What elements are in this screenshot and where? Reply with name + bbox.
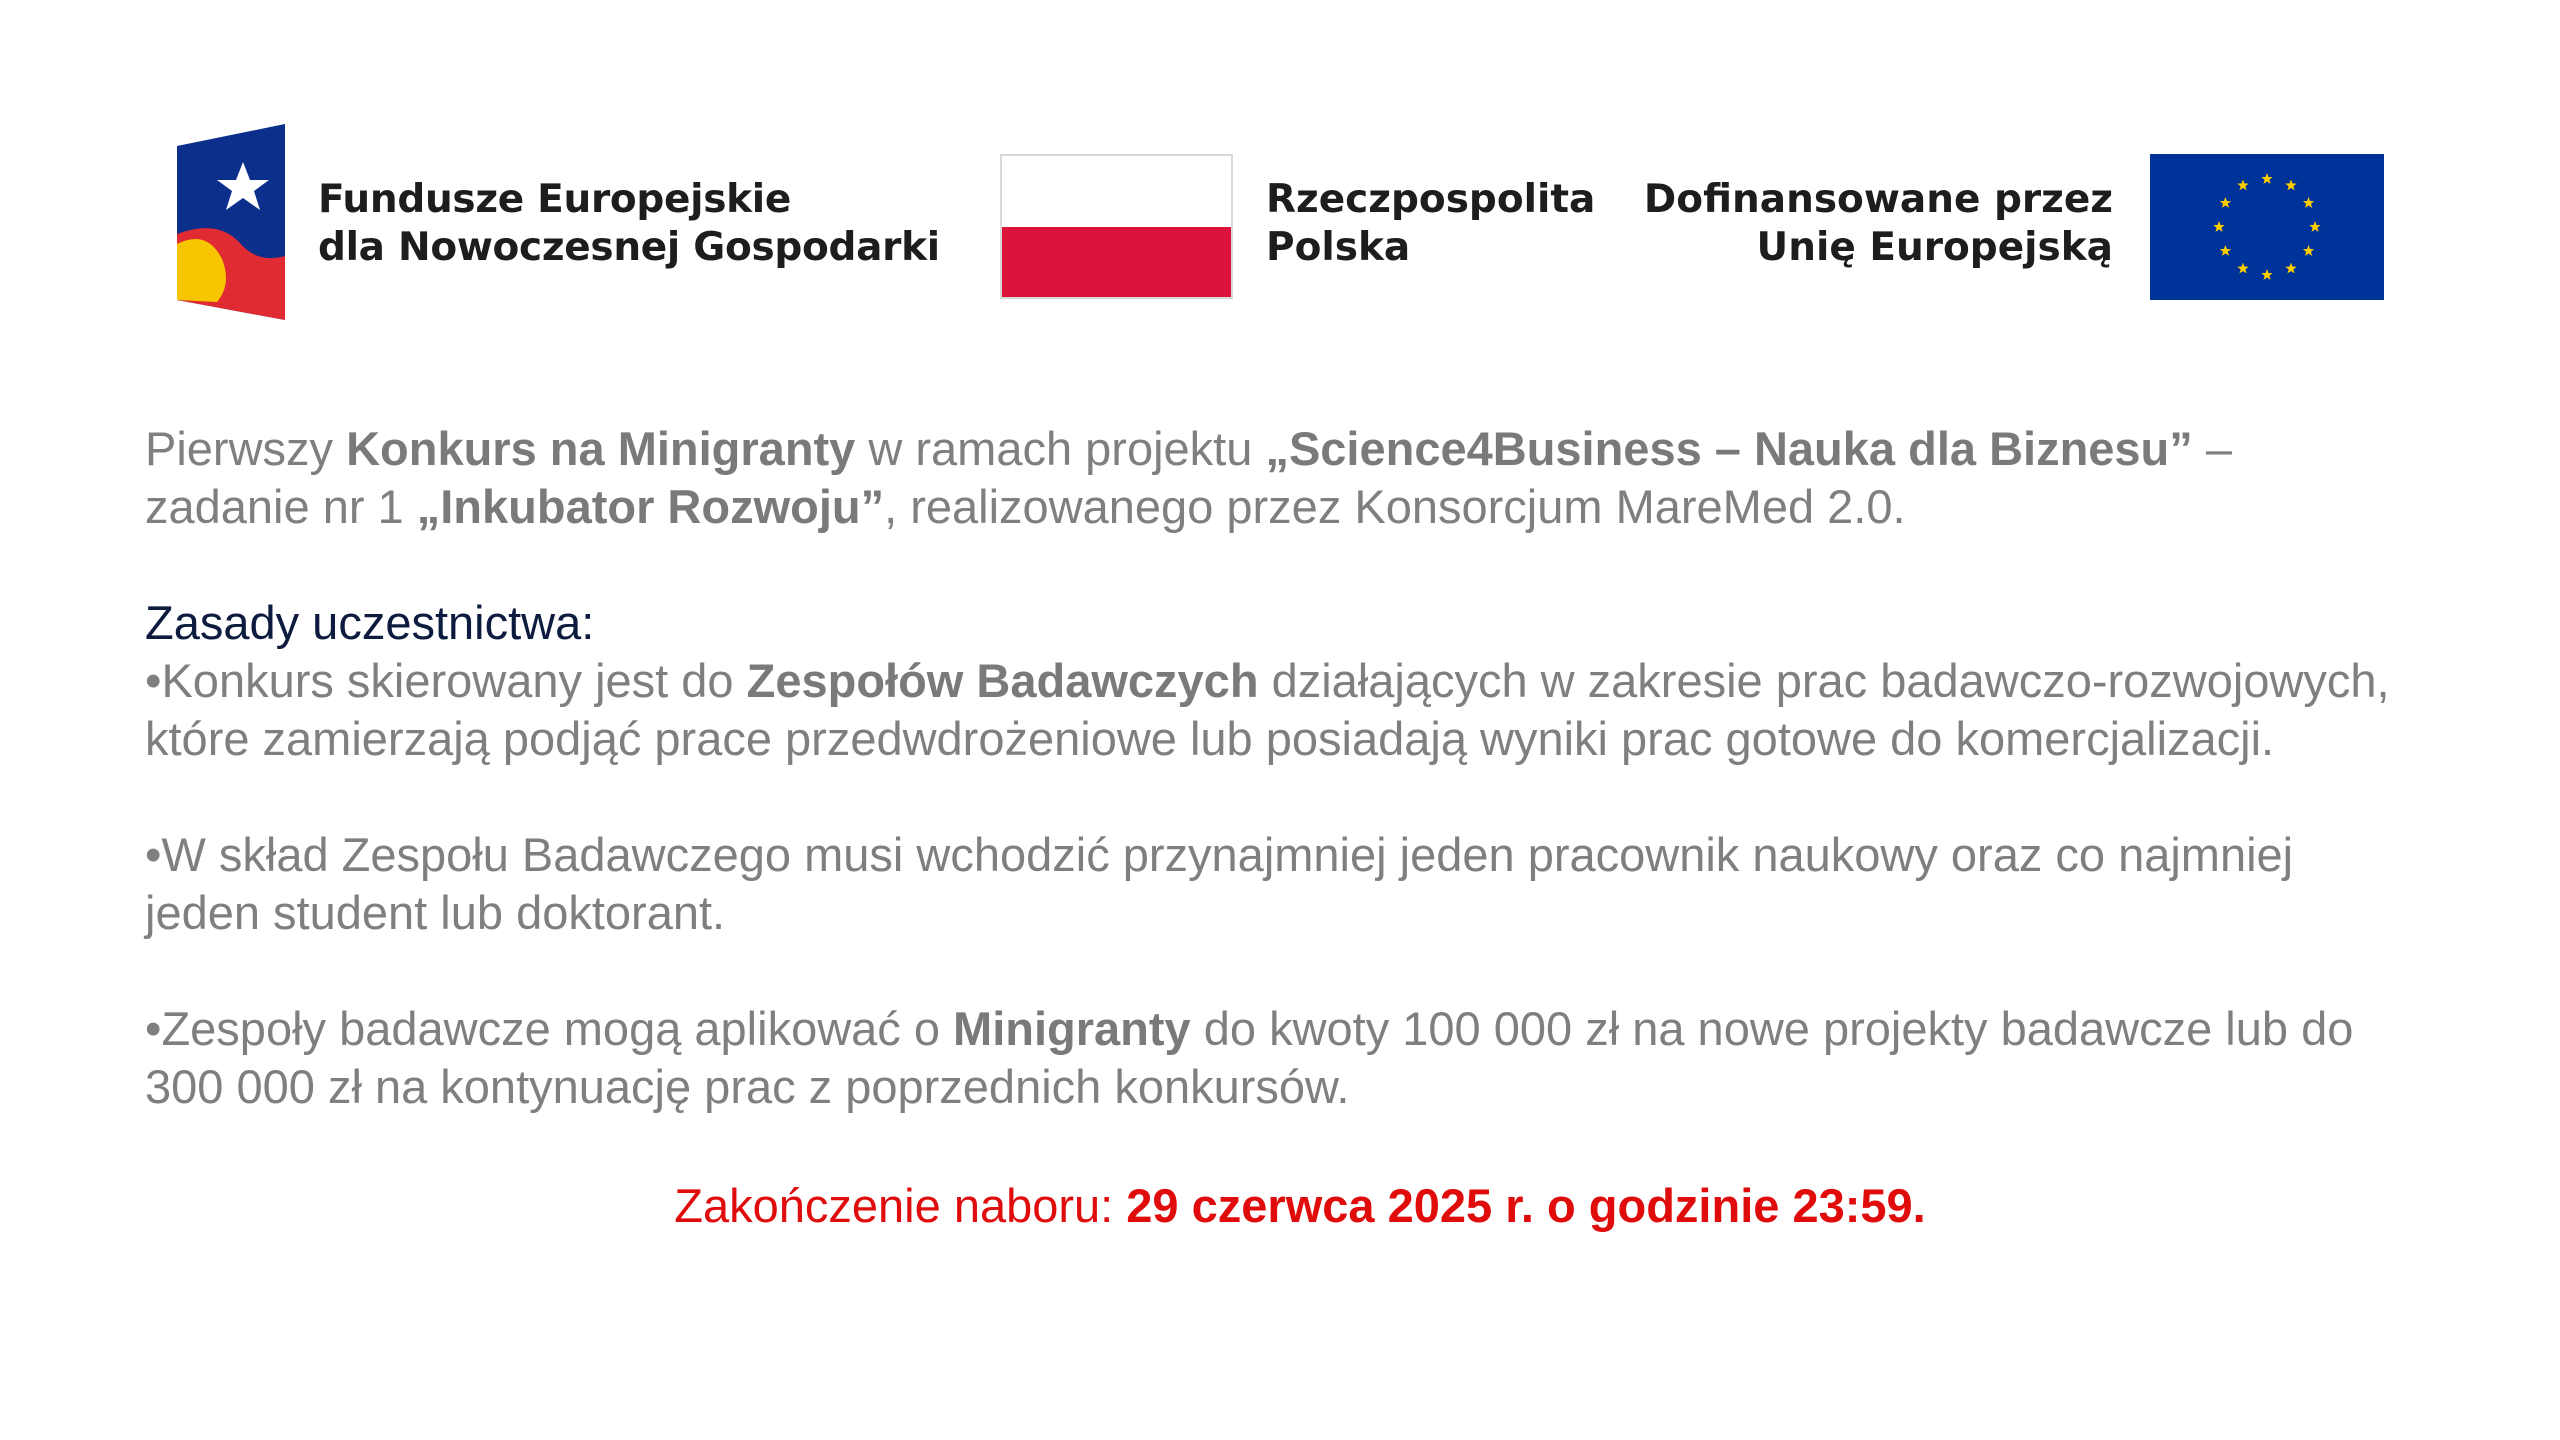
rp-line1: Rzeczpospolita (1266, 177, 1596, 222)
polish-flag-icon (1000, 154, 1233, 299)
deadline (0, 1177, 2560, 1235)
logo-bar (0, 0, 2560, 360)
fe-line2: dla Nowoczesnej Gospodarki (318, 225, 940, 270)
rp-line2: Polska (1266, 225, 1411, 270)
intro-paragraph-line2: zadanie nr 1 „Inkubator Rozwoju”, realizowanego przez Konsorcjum MareMed 2.0. (145, 480, 1906, 533)
project-name: „Science4Business – Nauka dla Biznesu” (1265, 422, 2193, 475)
task-name: „Inkubator Rozwoju” (416, 480, 885, 533)
eu-flag-icon (2150, 154, 2384, 300)
deadline-value: 29 czerwca 2025 r. o godzinie 23:59. (1126, 1179, 1926, 1232)
eu-line1: Dofinansowane przez (1643, 177, 2113, 222)
rule-item-3-line2: 300 000 zł na kontynuację prac z poprzednich konkursów. (145, 1060, 1350, 1113)
dofinansowane-text (1644, 176, 2113, 272)
rule-item-3: •Zespoły badawcze mogą aplikować o Minigranty do kwoty 100 000 zł na nowe projekty badawcze lub do (145, 1002, 2354, 1055)
main-content (145, 420, 2445, 1116)
intro-paragraph: Pierwszy Konkurs na Minigranty w ramach projektu „Science4Business – Nauka dla Biznesu” – (145, 422, 2232, 475)
deadline-label: Zakończenie naboru: (674, 1179, 1127, 1232)
fe-line1: Fundusze Europejskie (318, 177, 791, 222)
rule-item-1: •Konkurs skierowany jest do Zespołów Badawczych działających w zakresie prac badawczo-rozwojowych, (145, 654, 2390, 707)
rule-item-2-line2: jeden student lub doktorant. (145, 886, 726, 939)
contest-name: Konkurs na Minigranty (346, 422, 856, 475)
eu-line2: Unię Europejską (1756, 225, 2113, 270)
rule-item-1-line2: które zamierzają podjąć prace przedwdrożeniowe lub posiadają wyniki prac gotowe do komercjalizacji. (145, 712, 2275, 765)
rule-item-2: •W skład Zespołu Badawczego musi wchodzić przynajmniej jeden pracownik naukowy oraz co najmniej (145, 828, 2294, 881)
rzeczpospolita-text (1266, 176, 1595, 272)
rules-heading: Zasady uczestnictwa: (145, 596, 595, 649)
fundusze-europejskie-text (318, 176, 940, 272)
fundusze-europejskie-logo-icon (177, 124, 285, 320)
